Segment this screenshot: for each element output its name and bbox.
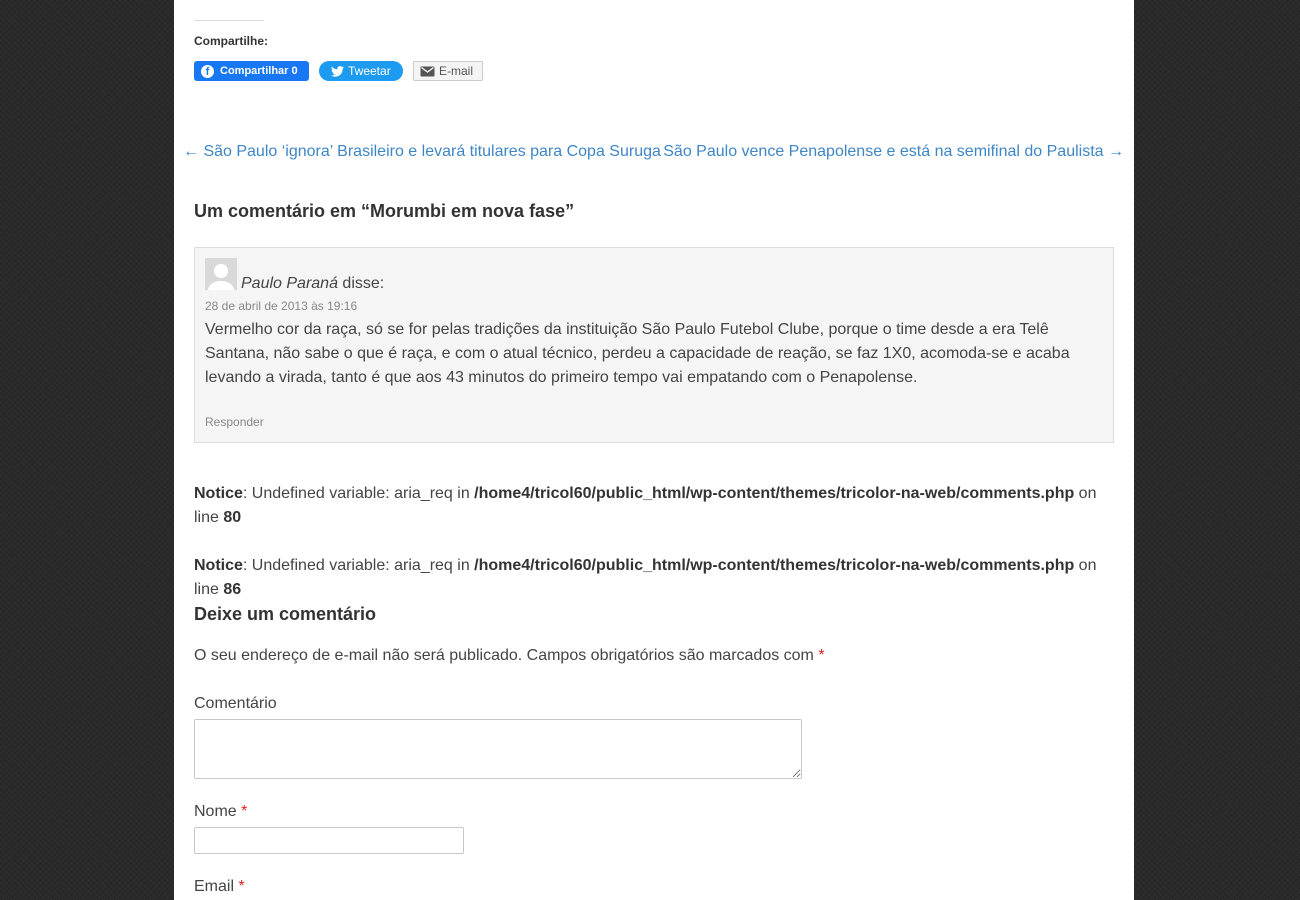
twitter-share-label: Tweetar: [348, 64, 391, 78]
comments-title: Um comentário em “Morumbi em nova fase”: [194, 201, 575, 221]
notice-path: /home4/tricol60/public_html/wp-content/themes/tricolor-na-web/comments.php: [474, 557, 1075, 574]
share-divider: [194, 20, 264, 21]
avatar: [205, 258, 237, 290]
required-marker: *: [818, 647, 825, 664]
comment: [194, 247, 1114, 443]
notice-path: /home4/tricol60/public_html/wp-content/themes/tricolor-na-web/comments.php: [474, 485, 1075, 502]
notice-label: Notice: [194, 485, 243, 502]
required-marker: *: [241, 803, 248, 820]
name-input[interactable]: [194, 827, 464, 854]
content-area: [174, 0, 1134, 900]
facebook-share-label: Compartilhar 0: [220, 65, 298, 77]
notice-on-line: on line: [194, 557, 1097, 598]
notice-message: : Undefined variable: aria_req in: [242, 485, 475, 502]
notice-line-number: 80: [223, 509, 242, 526]
default-avatar-icon: [205, 258, 237, 290]
name-field-label: [194, 803, 247, 821]
notice-line-number: 86: [223, 581, 242, 598]
reply-link[interactable]: Responder: [205, 415, 264, 429]
email-label-text: Email: [194, 878, 239, 895]
comment-notes-text: O seu endereço de e-mail não será publicado. Campos obrigatórios são marcados com: [194, 647, 819, 664]
notice-label: Notice: [194, 557, 243, 574]
notice-message: : Undefined variable: aria_req in: [242, 557, 475, 574]
comment-author: Paulo Paraná: [241, 275, 338, 292]
php-notice: [194, 482, 1114, 530]
reply-form-title: Deixe um comentário: [194, 604, 377, 624]
envelope-icon: [420, 66, 435, 77]
next-post-link[interactable]: São Paulo vence Penapolense e está na semifinal do Paulista →: [663, 143, 1124, 160]
email-share-label: E-mail: [439, 64, 474, 78]
facebook-icon: f: [201, 65, 214, 78]
comment-says: disse:: [342, 275, 385, 292]
email-share-button[interactable]: [413, 61, 483, 81]
comment-textarea[interactable]: [194, 719, 802, 779]
previous-post-link[interactable]: ← São Paulo ‘ignora’ Brasileiro e levará titulares para Copa Suruga: [183, 143, 661, 160]
twitter-share-button[interactable]: [319, 61, 403, 81]
name-label-text: Nome: [194, 803, 242, 820]
notice-on-line: on line: [194, 485, 1097, 526]
comment-notes: [194, 647, 825, 665]
php-notice: [194, 554, 1114, 602]
twitter-bird-icon: [331, 66, 344, 77]
comment-date[interactable]: 28 de abril de 2013 às 19:16: [205, 299, 358, 313]
share-heading: Compartilhe:: [194, 34, 269, 48]
email-field-label: [194, 878, 245, 896]
comment-field-label: Comentário: [194, 695, 277, 712]
comment-text: Vermelho cor da raça, só se for pelas tradições da instituição São Paulo Futebol Clube, porque o time desde a era Telê Santana, não sabe o que é raça, e com o atual técnico, perdeu a capacidade de reação, se faz 1X0, acomoda-se e acaba levando a virada, tanto é que aos 43 minutos do primeiro tempo vai empatando com o Penapolense.: [205, 321, 1070, 386]
facebook-share-button[interactable]: [194, 61, 309, 81]
required-marker: *: [238, 878, 245, 895]
comment-author-line: [241, 275, 384, 293]
